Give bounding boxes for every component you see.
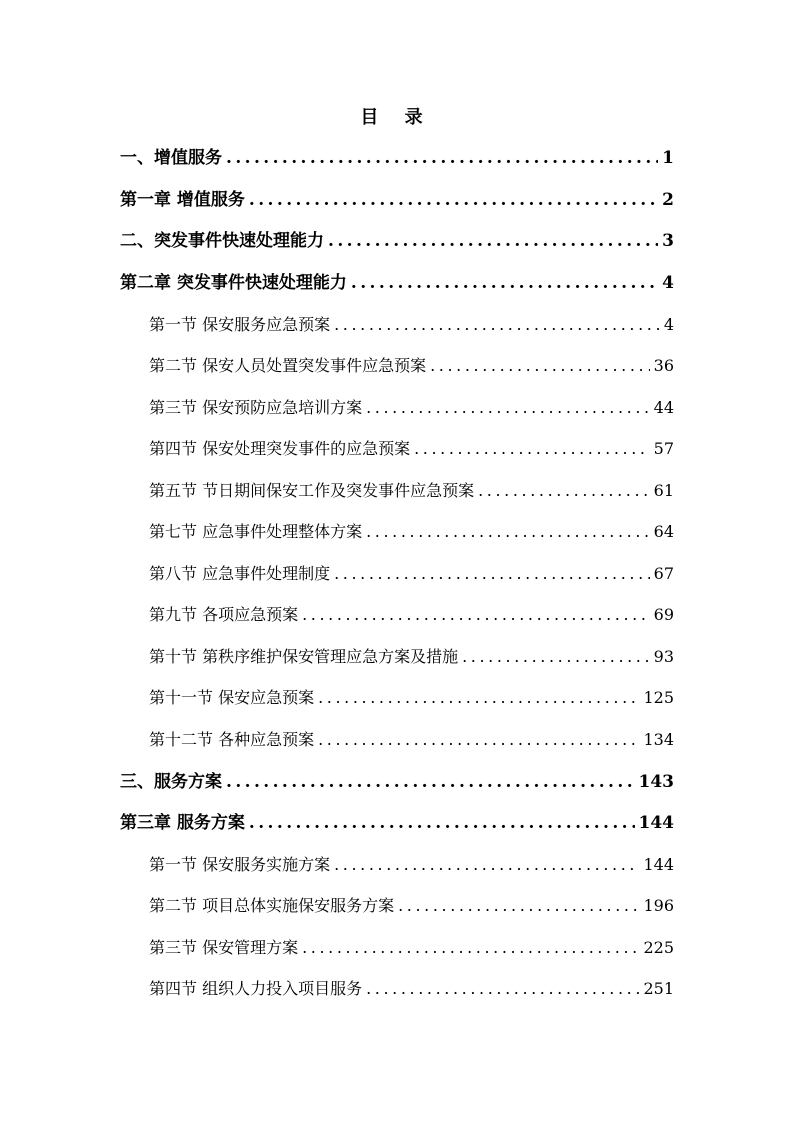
toc-entry-label: 第二章 突发事件快速处理能力 <box>120 273 347 293</box>
toc-entry[interactable] <box>149 644 674 670</box>
toc-entry[interactable] <box>149 727 674 753</box>
toc-leader-dots <box>249 187 658 213</box>
toc-entry[interactable] <box>149 976 674 1002</box>
toc-entry-page: 143 <box>638 772 674 792</box>
toc-entry-page: 1 <box>662 148 674 168</box>
toc-entry-label: 第十节 第秩序维护保安管理应急方案及措施 <box>149 647 459 666</box>
toc-leader-dots <box>334 852 639 878</box>
toc-entry-page: 44 <box>653 398 674 417</box>
toc-leader-dots <box>366 395 650 421</box>
toc-entry[interactable] <box>120 145 674 171</box>
toc-entry-label: 第一节 保安服务应急预案 <box>149 315 331 334</box>
toc-entry[interactable] <box>120 270 674 296</box>
toc-entry-label: 第二节 项目总体实施保安服务方案 <box>149 896 395 915</box>
toc-entry-label: 二、突发事件快速处理能力 <box>120 231 324 251</box>
toc-entry-label: 第一章 增值服务 <box>120 190 245 210</box>
toc-entry-page: 2 <box>662 190 674 210</box>
toc-leader-dots <box>351 270 658 296</box>
toc-entry[interactable] <box>149 436 674 462</box>
toc-leader-dots <box>302 935 639 961</box>
toc-entry-label: 第三章 服务方案 <box>120 813 245 833</box>
toc-entry-page: 144 <box>638 813 674 833</box>
toc-entry[interactable] <box>120 810 674 836</box>
toc-entry-page: 69 <box>653 605 674 624</box>
toc-entry-page: 61 <box>653 481 674 500</box>
toc-entry-page: 134 <box>643 730 674 749</box>
toc-entry-label: 第三节 保安预防应急培训方案 <box>149 398 363 417</box>
toc-leader-dots <box>226 145 658 171</box>
toc-entry[interactable] <box>149 478 674 504</box>
toc-entry-page: 64 <box>653 522 674 541</box>
toc-entry-label: 第九节 各项应急预案 <box>149 605 299 624</box>
toc-leader-dots <box>226 769 635 795</box>
toc-entry-page: 93 <box>653 647 674 666</box>
toc-entry-page: 3 <box>662 231 674 251</box>
toc-leader-dots <box>318 727 639 753</box>
toc-leader-dots <box>334 312 660 338</box>
toc-entry[interactable] <box>149 395 674 421</box>
toc-entry[interactable] <box>149 893 674 919</box>
toc-entry-label: 第四节 保安处理突发事件的应急预案 <box>149 439 411 458</box>
toc-entry-page: 251 <box>643 979 674 998</box>
toc-leader-dots <box>249 810 635 836</box>
toc-leader-dots <box>478 478 650 504</box>
toc-leader-dots <box>462 644 650 670</box>
toc-leader-dots <box>366 976 639 1002</box>
toc-entry[interactable] <box>149 561 674 587</box>
toc-entry[interactable] <box>149 935 674 961</box>
toc-leader-dots <box>414 436 650 462</box>
toc-entry-page: 4 <box>663 315 674 334</box>
toc-entry-page: 36 <box>653 356 674 375</box>
toc-entry[interactable] <box>149 852 674 878</box>
toc-entry-label: 第七节 应急事件处理整体方案 <box>149 522 363 541</box>
toc-entry-page: 4 <box>662 273 674 293</box>
toc-entry-label: 第四节 组织人力投入项目服务 <box>149 979 363 998</box>
toc-entry-page: 125 <box>643 688 674 707</box>
toc-leader-dots <box>398 893 639 919</box>
toc-leader-dots <box>302 602 650 628</box>
toc-leader-dots <box>318 685 639 711</box>
toc-entry-label: 第二节 保安人员处置突发事件应急预案 <box>149 356 427 375</box>
toc-entry-label: 第三节 保安管理方案 <box>149 938 299 957</box>
toc-entry-label: 第十二节 各种应急预案 <box>149 730 315 749</box>
toc-entry-page: 67 <box>653 564 674 583</box>
toc-leader-dots <box>430 353 650 379</box>
toc-entry-page: 196 <box>643 896 674 915</box>
toc-entry-page: 144 <box>643 855 674 874</box>
toc-entry-label: 一、增值服务 <box>120 148 222 168</box>
toc-entry-page: 57 <box>653 439 674 458</box>
toc-entry-label: 三、服务方案 <box>120 772 222 792</box>
toc-entry-label: 第五节 节日期间保安工作及突发事件应急预案 <box>149 481 475 500</box>
toc-entry[interactable] <box>120 769 674 795</box>
toc-entry-page: 225 <box>643 938 674 957</box>
toc-entry-label: 第一节 保安服务实施方案 <box>149 855 331 874</box>
toc-entry[interactable] <box>149 602 674 628</box>
toc-entry-label: 第八节 应急事件处理制度 <box>149 564 331 583</box>
toc-leader-dots <box>334 561 650 587</box>
toc-leader-dots <box>328 228 658 254</box>
toc-entry[interactable] <box>149 353 674 379</box>
toc-entry[interactable] <box>149 519 674 545</box>
toc-title: 目 录 <box>360 107 433 128</box>
toc-entry[interactable] <box>149 312 674 338</box>
toc-entry-label: 第十一节 保安应急预案 <box>149 688 315 707</box>
toc-entry[interactable] <box>120 187 674 213</box>
toc-entry[interactable] <box>149 685 674 711</box>
toc-entry[interactable] <box>120 228 674 254</box>
toc-leader-dots <box>366 519 650 545</box>
